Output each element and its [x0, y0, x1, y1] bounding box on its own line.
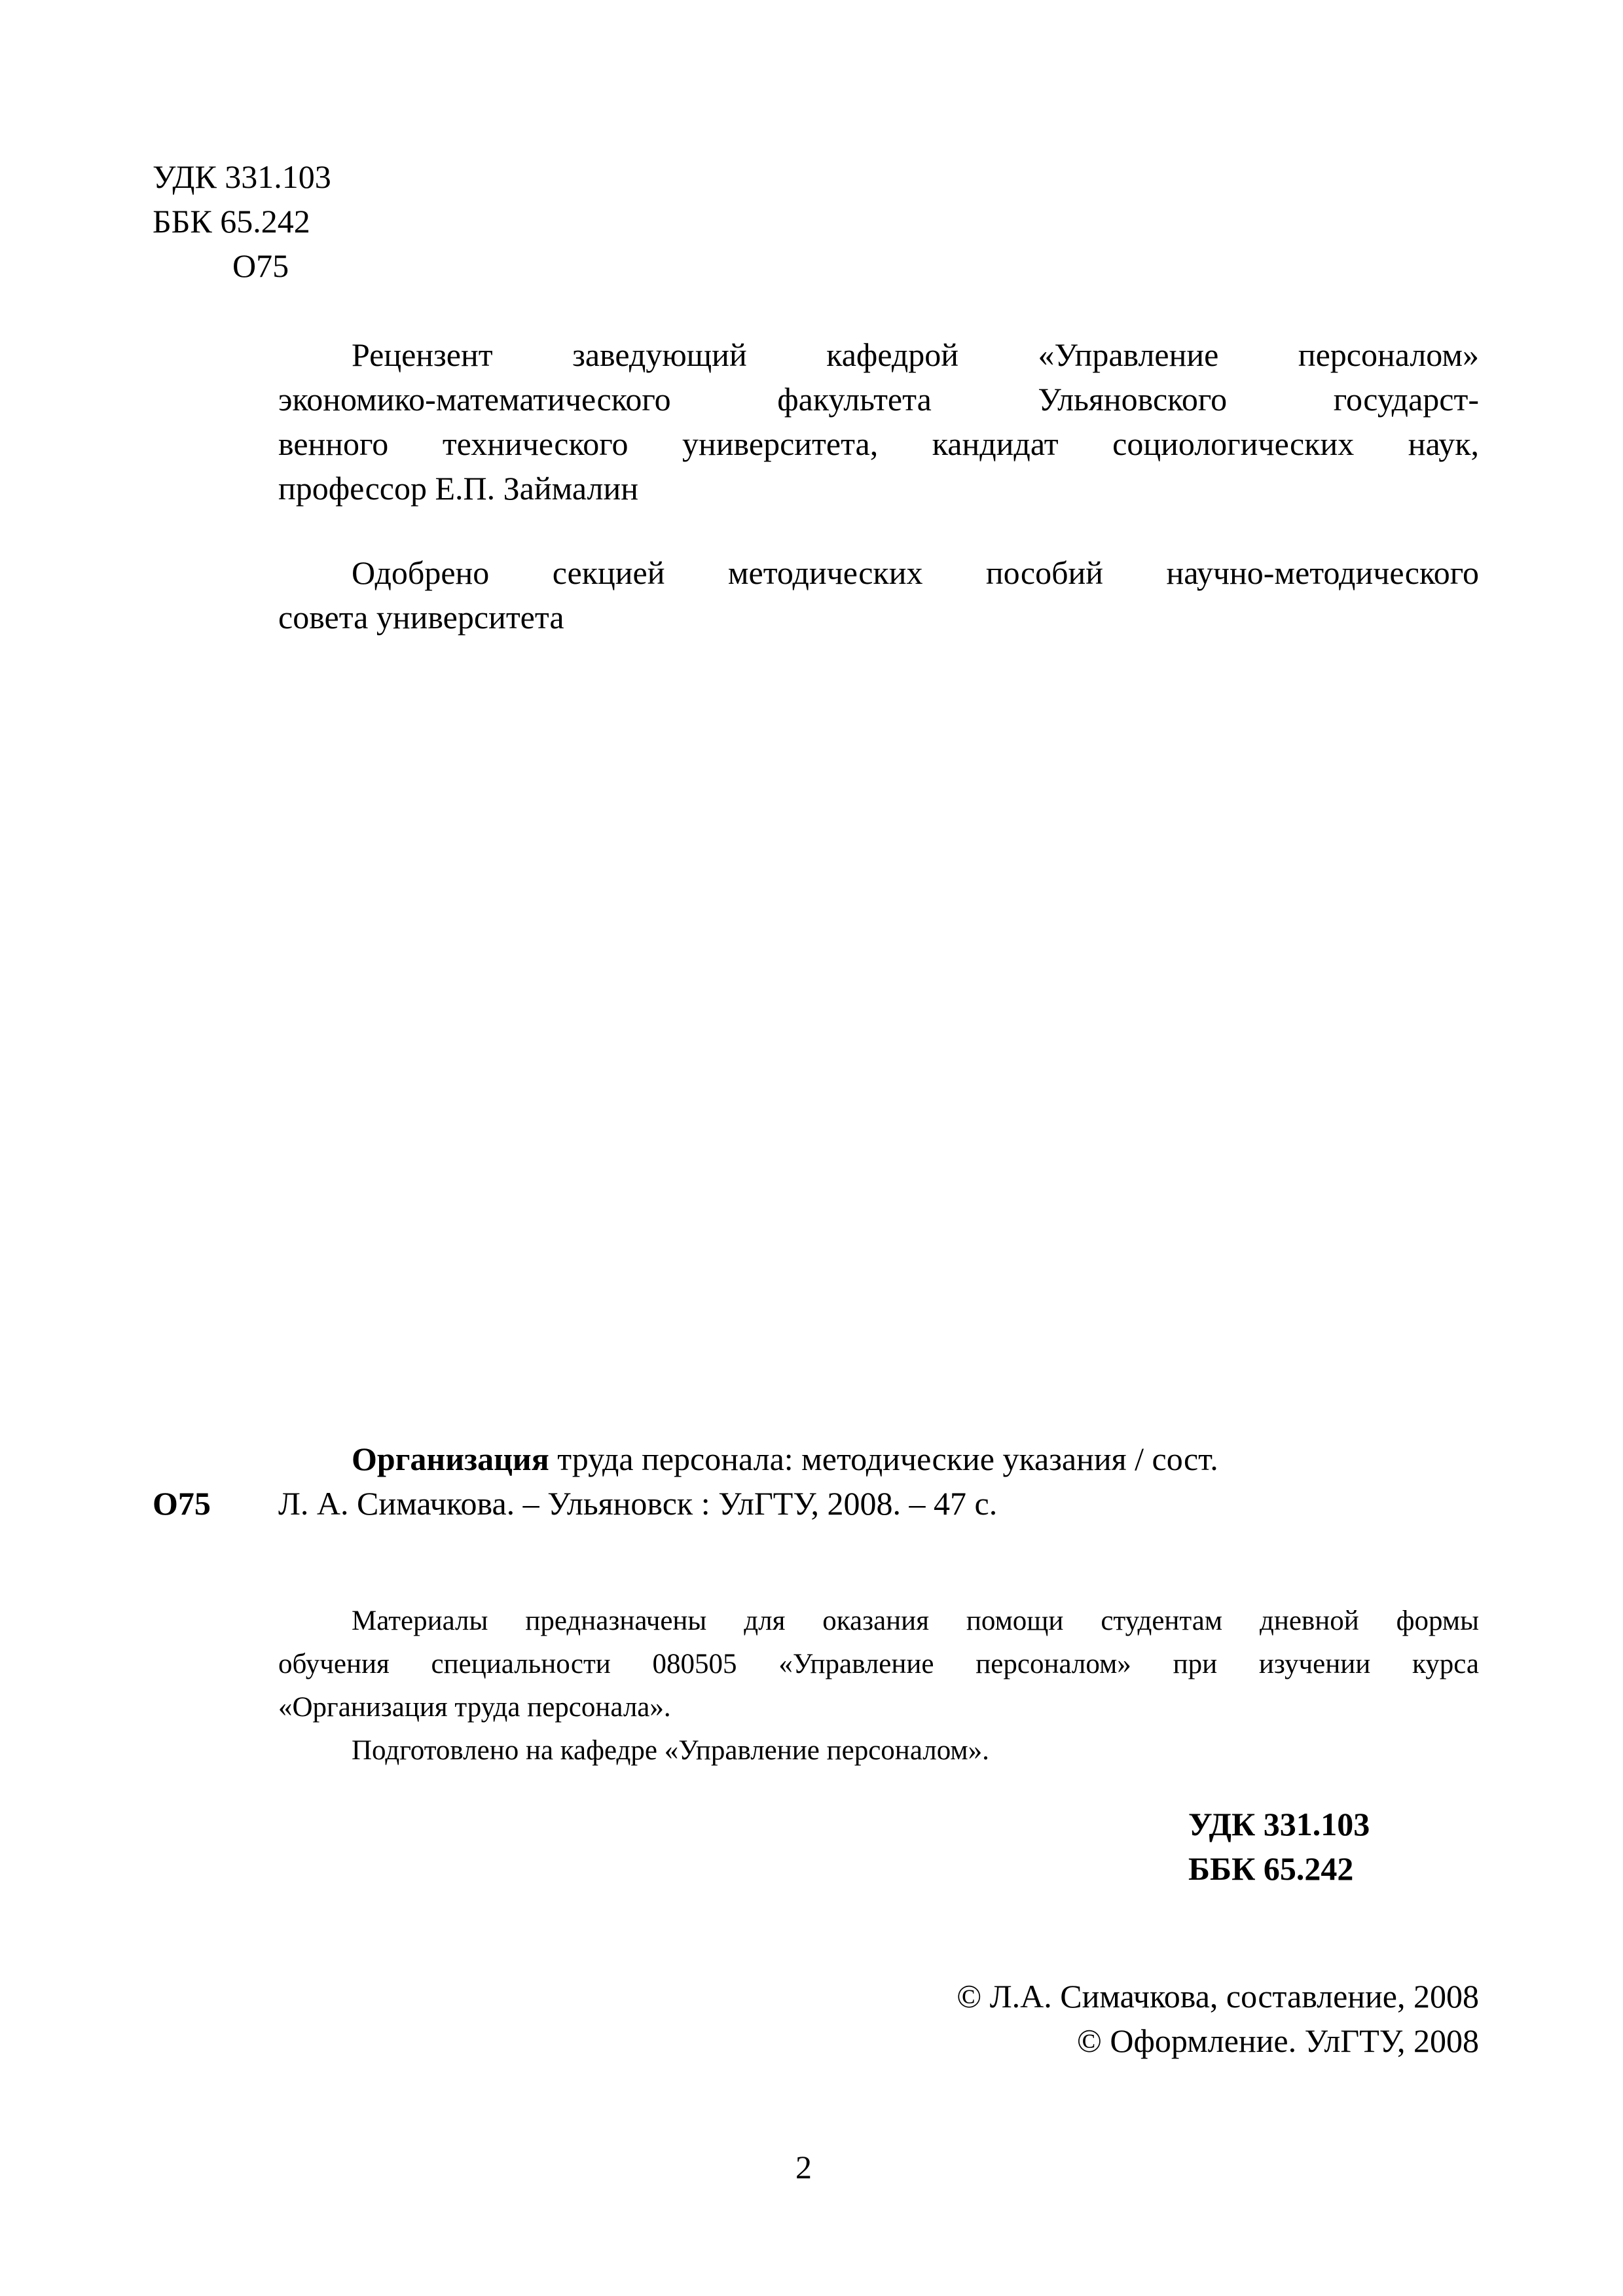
bibliography-line-2: Л. А. Симачкова. – Ульяновск : УлГТУ, 2008. – 47 с. — [278, 1485, 998, 1522]
page-number: 2 — [795, 2149, 812, 2185]
reviewer-line-4: профессор Е.П. Займалин — [278, 470, 639, 507]
bibliography-title-rest: труда персонала: методические указания / сост. — [549, 1441, 1218, 1477]
annotation-line-4: Подготовлено на кафедре «Управление персоналом». — [352, 1735, 989, 1766]
footer-bbk-code: ББК 65.242 — [1188, 1850, 1354, 1887]
approval-line-1: Одобрено секцией методических пособий научно-методического — [352, 554, 1479, 591]
approval-line-2: совета университета — [278, 599, 564, 636]
annotation-line-3: «Организация труда персонала». — [278, 1692, 671, 1723]
footer-udk-code: УДК 331.103 — [1188, 1806, 1370, 1842]
author-mark: О75 — [232, 247, 289, 284]
reviewer-line-3: венного технического университета, кандидат социологических наук, — [278, 425, 1479, 462]
reviewer-line-1: Рецензент заведующий кафедрой «Управление персоналом» — [352, 336, 1479, 373]
reviewer-line-2: экономико-математического факультета Ульяновского государст- — [278, 381, 1479, 418]
bibliography-title-bold: Организация — [352, 1441, 549, 1477]
bibliography-mark: О75 — [153, 1485, 211, 1522]
bbk-code: ББК 65.242 — [153, 203, 310, 240]
copyright-line-1: © Л.А. Симачкова, составление, 2008 — [957, 1978, 1479, 2015]
annotation-line-1: Материалы предназначены для оказания помощи студентам дневной формы — [352, 1605, 1479, 1636]
bibliography-title-line — [352, 1437, 1218, 1481]
udk-code: УДК 331.103 — [153, 158, 331, 195]
copyright-line-2: © Оформление. УлГТУ, 2008 — [1076, 2022, 1479, 2059]
annotation-line-2: обучения специальности 080505 «Управление персоналом» при изучении курса — [278, 1649, 1479, 1679]
